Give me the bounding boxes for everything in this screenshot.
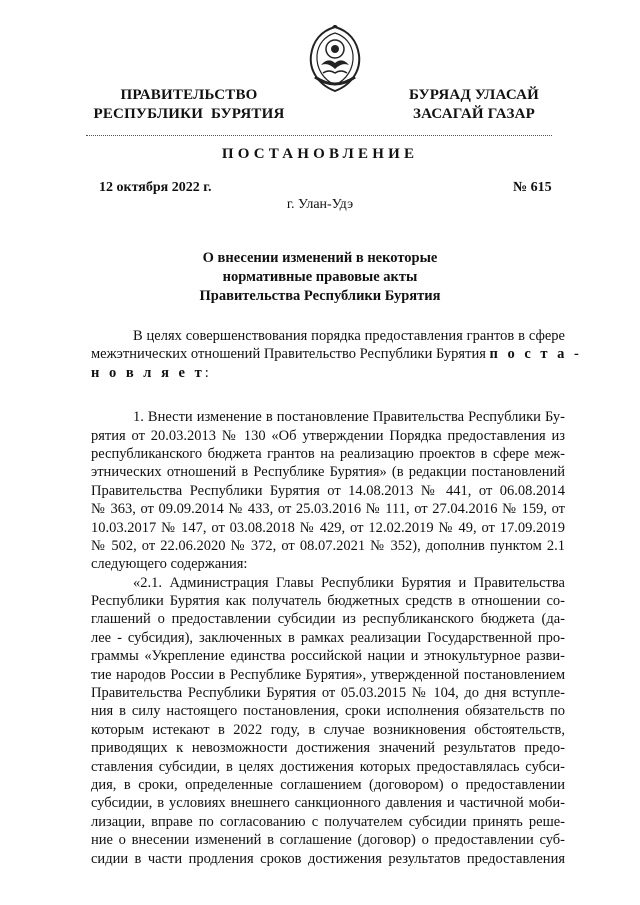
text-line: приводящих к невозможности достижения значений результатов предо- <box>91 740 565 757</box>
text-line: Правительства Республики Бурятия от 14.08.2013 № 441, от 06.08.2014 <box>91 482 565 499</box>
text-line: лее - субсидия), заключенных в рамках реализации Государственной про- <box>91 629 565 646</box>
text-line: 1. Внести изменение в постановление Правительства Республики Бу- <box>133 409 565 426</box>
text-line: ставления субсидии, в целях достижения которых предоставлялась субси- <box>91 758 565 775</box>
text-line: Республики Бурятия как получатель бюджетных средств в отношении со- <box>91 593 565 610</box>
coat-of-arms-emblem <box>301 25 369 93</box>
text-line: дия, в сроки, определенные соглашением (договором) о предоставлении <box>91 776 565 793</box>
text-line: тие народов России в Республике Бурятия», утвержденной постановлением <box>91 666 565 683</box>
text-line: «2.1. Администрация Главы Республики Бурятия и Правительства <box>133 574 565 591</box>
preamble-line <box>91 364 565 382</box>
document-title <box>150 249 490 306</box>
preamble-colon: : <box>204 364 209 381</box>
document-city: г. Улан-Удэ <box>286 197 354 212</box>
text-line: которым истекают в 2022 году, в случае возникновения обстоятельств, <box>91 721 565 738</box>
text-line: следующего содержания: <box>91 556 248 573</box>
text-line: № 502, от 22.06.2020 № 372, от 08.07.2021 № 352), дополнив пунктом 2.1 <box>91 537 565 554</box>
preamble-spaced-verb: н о в л я е т <box>91 364 205 381</box>
text-line: 10.03.2017 № 147, от 03.08.2018 № 429, от 12.02.2019 № 49, от 17.09.2019 <box>91 519 565 536</box>
header-left-line1: ПРАВИТЕЛЬСТВО <box>120 87 258 103</box>
document-type-heading: ПОСТАНОВЛЕНИЕ <box>221 146 419 162</box>
title-line1: О внесении изменений в некоторые <box>202 250 438 266</box>
paragraph-item-2-1 <box>91 574 565 868</box>
document-body <box>91 327 582 868</box>
header-right-line1: БУРЯАД УЛАСАЙ <box>408 87 540 103</box>
header-right-line2: ЗАСАГАЙ ГАЗАР <box>413 106 535 122</box>
header-divider <box>86 135 552 136</box>
text-line: Правительства Республики Бурятия от 05.03.2015 № 104, до дня вступле- <box>91 685 565 702</box>
document-number: № 615 <box>513 180 552 195</box>
text-line: граммы «Укрепление единства российской нации и этнокультурное разви- <box>91 648 565 665</box>
text-line: субсидии, в условиях внешнего санкционного давления и частичной моби- <box>91 795 565 812</box>
text-line: лизации, вправе по согласованию с получателем субсидии принять реше- <box>91 813 565 830</box>
title-line3: Правительства Республики Бурятия <box>199 288 441 304</box>
paragraph-item-1 <box>91 408 565 574</box>
text-line: сидии в части продления сроков достижения результатов предоставления <box>91 850 565 867</box>
preamble-line: В целях совершенствования порядка предоставления грантов в сфере <box>133 328 565 344</box>
preamble-spaced-verb: п о с т а - <box>489 346 582 363</box>
preamble-line <box>91 345 582 363</box>
header-left-line2: РЕСПУБЛИКИ БУРЯТИЯ <box>93 106 285 122</box>
text-line: ние о внесении изменений в соглашение (договор) о предоставлении суб- <box>91 832 565 849</box>
preamble-text: межэтнических отношений Правительство Республики Бурятия <box>91 346 490 363</box>
title-line2: нормативные правовые акты <box>222 269 418 285</box>
government-name-russian <box>82 86 296 124</box>
text-line: глашений о предоставлении субсидии из республиканского бюджета (да- <box>91 611 565 628</box>
text-line: республиканского бюджета грантов на реализацию проектов в сфере меж- <box>91 445 565 462</box>
text-line: этнических отношений в Республике Бурятия» (в редакции постановлений <box>91 464 565 481</box>
document-date: 12 октября 2022 г. <box>99 180 212 195</box>
text-line: рятия от 20.03.2013 № 130 «Об утверждении Порядка предоставления из <box>91 427 565 444</box>
government-name-buryat <box>394 86 554 124</box>
text-line: № 363, от 09.09.2014 № 433, от 25.03.2016 № 111, от 27.04.2016 № 159, от <box>91 501 565 518</box>
text-line: ния в силу настоящего постановления, сроки исполнения обязательств по <box>91 703 565 720</box>
